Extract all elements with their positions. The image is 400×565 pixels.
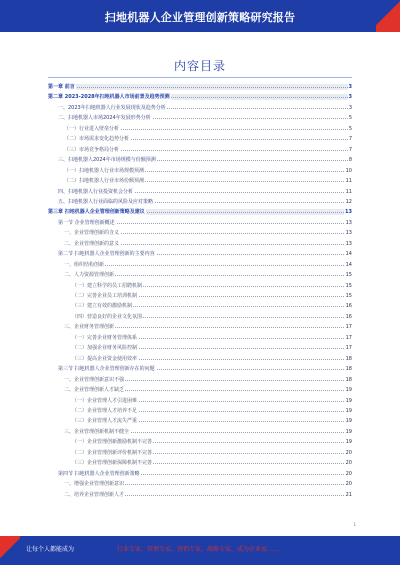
toc-entry-page: 19: [345, 428, 352, 435]
toc-entry-page: 18: [345, 366, 352, 373]
toc-entry-label: （三）企业管理创新保障机制不完善: [72, 460, 153, 467]
toc-entry-label: 第二章 2023-2028年扫地机器人市场前景及趋势预测: [48, 94, 170, 101]
toc-entry-label: 第三章 扫地机器人企业管理创新策略及建议: [48, 209, 145, 216]
toc-leader-dots: [64, 265, 352, 266]
toc-entry-page: 19: [345, 418, 352, 425]
toc-entry-label: 二、扫地机器人市场2024年发展形势分析: [58, 115, 151, 122]
toc-entry[interactable]: [48, 345, 352, 351]
toc-entry[interactable]: [48, 157, 352, 163]
toc-entry[interactable]: [48, 324, 352, 330]
toc-entry-page: 13: [345, 219, 352, 226]
toc-entry-page: 19: [345, 439, 352, 446]
toc-entry-label: 三、扫地机器人2024年市场规模与份额预测: [58, 157, 156, 164]
header-corner-decoration: [376, 0, 400, 32]
toc-entry-page: 20: [345, 481, 352, 488]
toc-entry[interactable]: [48, 105, 352, 111]
toc-entry-page: 13: [345, 230, 352, 237]
toc-entry[interactable]: [48, 450, 352, 456]
toc-entry[interactable]: [48, 126, 352, 132]
toc-entry[interactable]: [48, 199, 352, 205]
toc-entry[interactable]: [48, 241, 352, 247]
toc-entry[interactable]: [48, 314, 352, 320]
toc-entry-label: 第四节 扫地机器人企业管理创新策略: [58, 470, 140, 477]
toc-entry-label: 第三节 扫地机器人企业管理创新存在的问题: [58, 366, 155, 373]
toc-entry-page: 7: [348, 146, 352, 153]
toc-entry[interactable]: [48, 230, 352, 236]
toc-entry-label: （二）企业管理创新评价机制不完善: [72, 449, 153, 456]
toc-entry-label: （四）营造良好的企业文化氛围: [72, 313, 143, 320]
toc-entry-page: 19: [345, 397, 352, 404]
toc-title: 内容目录: [173, 59, 226, 73]
toc-entry-page: 10: [345, 167, 352, 174]
toc-entry[interactable]: [48, 262, 352, 268]
toc-entry-page: 15: [345, 272, 352, 279]
toc-entry-page: 16: [345, 303, 352, 310]
toc-entry-label: 二、培养企业管理创新人才: [64, 491, 125, 498]
toc-entry[interactable]: [48, 460, 352, 466]
toc-entry[interactable]: [48, 293, 352, 299]
toc-entry[interactable]: [48, 377, 352, 383]
toc-entry-label: 一、增强企业管理创新意识: [64, 481, 125, 488]
toc-entry[interactable]: [48, 387, 352, 393]
toc-entry-page: 3: [348, 104, 352, 111]
toc-entry[interactable]: [48, 481, 352, 487]
toc-entry-label: （二）企业管理人才培养不足: [72, 407, 138, 414]
toc-entry[interactable]: [48, 178, 352, 184]
toc-entry[interactable]: [48, 115, 352, 121]
toc-entry[interactable]: [48, 471, 352, 477]
toc-entry-page: 15: [345, 293, 352, 299]
footer-corner-decoration: [0, 536, 20, 565]
toc-entry-page: 19: [345, 407, 352, 414]
toc-entry-label: （三）市场竞争格局分析: [64, 146, 120, 153]
toc-entry-page: 20: [345, 460, 352, 467]
toc-entry[interactable]: [48, 147, 352, 153]
report-title: 扫地机器人企业管理创新策略研究报告: [104, 11, 296, 24]
toc-entry-label: 一、企业管理创新的含义: [64, 230, 120, 237]
toc-entry[interactable]: [48, 136, 352, 142]
toc-entry-page: 13: [345, 240, 352, 247]
toc-entry-label: （一）建立科学的员工招聘机制: [72, 282, 143, 289]
toc-entry-label: 二、企业管理创新人才缺乏: [64, 387, 125, 394]
toc-entry-label: （二）加强企业财务风险控制: [72, 345, 138, 352]
toc-entry[interactable]: [48, 408, 352, 414]
toc-entry[interactable]: [48, 398, 352, 404]
toc-entry-page: 20: [345, 470, 352, 477]
toc-entry-label: 第一节 企业管理创新概述: [58, 219, 115, 226]
toc-divider: [48, 77, 352, 78]
toc-entry-page: 19: [345, 387, 352, 394]
toc-entry-page: 5: [348, 115, 352, 122]
footer-slogan-right: 行业专家，管理专家，营销专家，战略专家，成为企业家……: [117, 546, 280, 553]
toc-entry-label: （一）行业进入壁垒分析: [64, 125, 120, 132]
toc-leader-dots: [48, 87, 352, 88]
toc-entry-label: （三）建立有效的激励机制: [72, 303, 133, 310]
toc-entry[interactable]: [48, 492, 352, 498]
footer-slogan-left: 让每个人都能成为: [26, 546, 75, 553]
toc-entry-label: （三）企业管理人才流失严重: [72, 418, 138, 425]
toc-entry-page: 5: [348, 125, 352, 132]
toc-entry-label: 四、扫地机器人行业投资机会分析: [58, 188, 134, 195]
toc-entry-label: （三）提高企业资金使用效率: [72, 355, 138, 362]
toc-entry-page: 21: [345, 491, 352, 498]
toc-entry-label: （二）市场需求变化趋势分析: [64, 136, 130, 143]
toc-entry[interactable]: [48, 251, 352, 257]
toc-entry-page: 12: [345, 198, 352, 205]
toc-entry-page: 3: [348, 94, 352, 101]
toc-entry-label: （一）完善企业财务管理体系: [72, 334, 138, 341]
toc-entry[interactable]: [48, 272, 352, 278]
toc-entry[interactable]: [48, 366, 352, 372]
toc-entry-page: 11: [345, 188, 352, 195]
toc-entry-label: （一）企业管理创新激励机制不完善: [72, 439, 153, 446]
toc-entry-page: 13: [345, 209, 352, 216]
toc-entry-page: 14: [345, 251, 352, 258]
toc-entry-page: 18: [345, 376, 352, 383]
toc-entry-page: 7: [348, 136, 352, 143]
toc-entry-label: （二）扫地机器人行业市场份额预测: [64, 178, 145, 185]
toc-entry-label: 第一章 前言: [48, 84, 75, 90]
toc-entry-label: （一）企业管理人才引进困难: [72, 397, 138, 404]
toc-entry[interactable]: [48, 429, 352, 435]
toc-entry-label: 一、企业管理创新意识不强: [64, 376, 125, 383]
toc-entry-page: 20: [345, 449, 352, 456]
toc-entry-page: 16: [345, 313, 352, 320]
toc-entry-page: 15: [345, 282, 352, 289]
toc-entry-label: 二、人力资源管理创新: [64, 272, 115, 279]
toc-entry-page: 11: [345, 178, 352, 185]
toc-entry-page: 14: [345, 261, 352, 268]
toc-entry-page: 18: [345, 355, 352, 362]
page-header: [0, 0, 400, 32]
page-footer: [0, 536, 400, 565]
toc-entry[interactable]: [48, 94, 352, 100]
toc-entry-label: 二、企业管理创新的意义: [64, 240, 120, 247]
toc-entry[interactable]: [48, 356, 352, 362]
toc-entry[interactable]: [48, 418, 352, 424]
toc-entry-page: 8: [348, 157, 352, 164]
toc-entry[interactable]: [48, 439, 352, 445]
toc-entry-label: 第二节 扫地机器人企业管理创新的主要内容: [58, 251, 155, 258]
toc-entry-label: （一）扫地机器人行业市场规模预测: [64, 167, 145, 174]
toc-entry-label: 三、企业财务管理创新: [64, 324, 115, 331]
toc-entry-page: 3: [348, 84, 352, 90]
toc-entry[interactable]: [48, 209, 352, 215]
toc-entry[interactable]: [48, 189, 352, 195]
page-number: 1: [353, 522, 356, 527]
toc-entry[interactable]: [48, 168, 352, 174]
toc-entry-page: 17: [345, 324, 352, 331]
toc-entry-label: 三、企业管理创新机制不健全: [64, 428, 130, 435]
toc-entry-label: 一、2023年扫地机器人行业发展现状及趋势分析: [58, 104, 166, 111]
toc-entry-page: 17: [345, 345, 352, 352]
toc-entry[interactable]: [48, 283, 352, 289]
toc-entry[interactable]: [48, 220, 352, 226]
toc-entry[interactable]: [48, 335, 352, 341]
toc-entry-label: 一、组织结构创新: [64, 261, 105, 268]
toc-entry-label: 五、扫地机器人行业面临的风险及应对策略: [58, 198, 154, 205]
toc-entry[interactable]: [48, 84, 352, 90]
toc-entry-label: （二）完善企业员工培训机制: [72, 293, 138, 299]
toc-entry[interactable]: [48, 303, 352, 309]
toc-entry-page: 17: [345, 334, 352, 341]
